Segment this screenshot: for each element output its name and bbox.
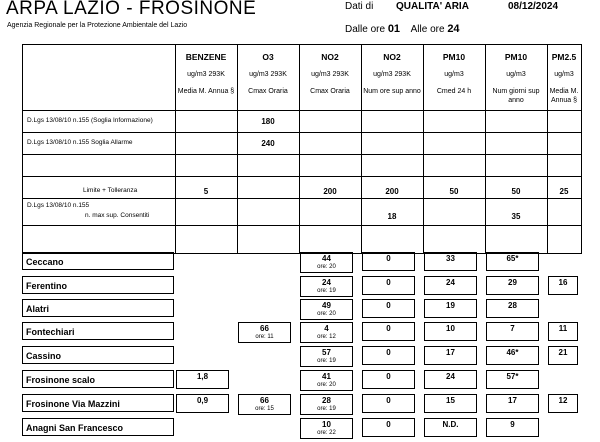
station-value: 0	[386, 301, 391, 310]
station-hour: ore: 20	[317, 264, 336, 270]
station-value: 66	[260, 396, 269, 405]
station-cell-no2-count	[362, 276, 415, 295]
time-range	[345, 23, 460, 35]
station-value: 0,9	[196, 396, 209, 405]
station-cell-pm10-avg	[424, 370, 477, 389]
station-value: N.D.	[442, 420, 459, 429]
station-value: 0	[386, 372, 391, 381]
station-cell-pm10-avg	[424, 394, 477, 413]
station-value: 0	[386, 324, 391, 333]
station-cell-pm10-days	[486, 252, 539, 271]
station-hour: ore: 22	[317, 430, 336, 436]
station-cell-no2-max	[300, 322, 353, 343]
station-name: Ferentino	[22, 276, 174, 294]
station-name: Anagni San Francesco	[22, 418, 174, 436]
nmax-pm10: 35	[511, 212, 521, 221]
station-name: Frosinone scalo	[22, 370, 174, 388]
station-value: 10	[446, 324, 455, 333]
station-value: 33	[446, 254, 455, 263]
station-hour: ore: 19	[317, 358, 336, 364]
limite-benzene: 5	[203, 187, 209, 196]
station-value: 24	[322, 278, 331, 287]
station-value: 1,8	[196, 372, 209, 381]
station-cell-pm10-avg	[424, 418, 477, 437]
station-value: 7	[510, 324, 515, 333]
col-measure: Media M. Annua §	[549, 88, 579, 104]
station-cell-pm10-avg	[424, 276, 477, 295]
station-value: 0	[386, 254, 391, 263]
soglia-allarme-label: D.Lgs 13/08/10 n.155 Soglia Allarme	[27, 139, 133, 146]
col-header-o3	[237, 53, 299, 96]
col-pollutant: PM10	[504, 52, 528, 62]
station-cell-benzene	[176, 394, 229, 413]
col-pollutant: NO2	[383, 52, 401, 62]
dalle-value: 01	[387, 23, 401, 35]
col-header-pm10-avg	[423, 53, 485, 96]
col-measure: Num ore sup anno	[363, 88, 421, 95]
limite-pm10-avg: 50	[449, 187, 459, 196]
station-value: 0	[386, 396, 391, 405]
agency-subtitle: Agenzia Regionale per la Protezione Ambientale del Lazio	[7, 22, 188, 29]
station-value: 17	[446, 348, 455, 357]
col-pollutant: PM2.5	[551, 52, 577, 62]
station-value: 15	[446, 396, 455, 405]
limite-pm25: 25	[559, 187, 569, 196]
soglia-info-o3: 180	[261, 117, 275, 126]
col-header-no2-max	[299, 53, 361, 96]
station-value: 46*	[506, 348, 519, 357]
station-cell-benzene	[176, 370, 229, 389]
station-value: 0	[386, 420, 391, 429]
station-cell-o3	[238, 322, 291, 343]
page-title: ARPA LAZIO - FROSINONE	[6, 0, 257, 19]
station-cell-pm10-avg	[424, 346, 477, 365]
station-cell-pm10-days	[486, 299, 539, 318]
station-value: 49	[322, 301, 331, 310]
station-cell-pm10-days	[486, 394, 539, 413]
dlgs-label: D.Lgs 13/08/10 n.155	[27, 202, 90, 209]
station-name: Alatri	[22, 299, 174, 317]
station-hour: ore: 15	[255, 406, 274, 412]
station-value: 11	[558, 324, 568, 333]
col-unit: ug/m3	[506, 71, 526, 78]
station-value: 41	[322, 372, 331, 381]
col-unit: ug/m3	[554, 71, 574, 78]
station-name: Ceccano	[22, 252, 174, 270]
dalle-label: Dalle ore	[345, 24, 386, 35]
col-measure: Media M. Annua §	[177, 88, 235, 95]
station-cell-pm10-avg	[424, 322, 477, 341]
col-measure: Cmax Oraria	[248, 88, 288, 95]
station-value: 21	[558, 348, 568, 357]
station-cell-no2-max	[300, 276, 353, 297]
station-value: 9	[510, 420, 515, 429]
station-cell-no2-max	[300, 346, 353, 367]
dati-value: QUALITA' ARIA	[396, 1, 469, 12]
station-cell-pm10-avg	[424, 299, 477, 318]
station-hour: ore: 20	[317, 311, 336, 317]
station-value: 65*	[506, 254, 519, 263]
soglia-info-label: D.Lgs 13/08/10 n.155 (Soglia Informazione)	[27, 117, 153, 124]
limite-pm10-days: 50	[511, 187, 521, 196]
station-cell-no2-max	[300, 370, 353, 391]
col-unit: ug/m3 293K	[311, 71, 349, 78]
station-hour: ore: 12	[317, 334, 336, 340]
station-value: 57*	[506, 372, 519, 381]
station-cell-no2-count	[362, 252, 415, 271]
station-cell-pm10-days	[486, 276, 539, 295]
station-cell-pm10-days	[486, 322, 539, 341]
limits-table	[22, 44, 582, 254]
station-name: Fontechiari	[22, 322, 174, 340]
col-header-no2-count	[361, 53, 423, 96]
station-value: 24	[446, 372, 455, 381]
station-cell-no2-max	[300, 252, 353, 273]
station-cell-no2-count	[362, 346, 415, 365]
station-cell-no2-max	[300, 299, 353, 320]
station-cell-no2-count	[362, 322, 415, 341]
limite-no2-count: 200	[385, 187, 399, 196]
col-unit: ug/m3 293K	[249, 71, 287, 78]
station-cell-no2-count	[362, 418, 415, 437]
station-cell-pm25	[548, 346, 578, 365]
station-cell-no2-count	[362, 370, 415, 389]
station-cell-pm25	[548, 394, 578, 413]
station-cell-pm10-days	[486, 418, 539, 437]
col-measure: Cmed 24 h	[436, 88, 472, 95]
station-cell-no2-count	[362, 394, 415, 413]
station-name: Cassino	[22, 346, 174, 364]
station-value: 57	[322, 348, 331, 357]
col-pollutant: BENZENE	[185, 52, 227, 62]
col-measure: Num giorni sup anno	[492, 88, 540, 104]
station-value: 0	[386, 348, 391, 357]
limite-label: Limite + Tolleranza	[83, 187, 138, 194]
station-value: 28	[322, 396, 331, 405]
col-pollutant: PM10	[442, 52, 466, 62]
station-value: 19	[446, 301, 455, 310]
nmax-label: n. max sup. Consentiti	[85, 212, 150, 219]
station-hour: ore: 19	[317, 406, 336, 412]
col-header-pm10-days	[485, 53, 547, 105]
station-value: 17	[508, 396, 517, 405]
station-value: 12	[558, 396, 568, 405]
station-hour: ore: 19	[317, 288, 336, 294]
station-value: 16	[558, 278, 568, 287]
station-value: 4	[324, 324, 329, 333]
station-value: 24	[446, 278, 455, 287]
col-header-pm25	[547, 53, 581, 105]
station-value: 44	[322, 254, 331, 263]
limite-no2-max: 200	[323, 187, 337, 196]
col-measure: Cmax Oraria	[310, 88, 350, 95]
station-cell-pm25	[548, 276, 578, 295]
col-pollutant: O3	[262, 52, 274, 62]
station-cell-pm10-days	[486, 346, 539, 365]
station-value: 0	[386, 278, 391, 287]
col-pollutant: NO2	[321, 52, 339, 62]
dati-label: Dati di	[345, 1, 374, 12]
station-value: 66	[260, 324, 269, 333]
station-hour: ore: 11	[255, 334, 274, 340]
col-unit: ug/m3 293K	[373, 71, 411, 78]
station-value: 10	[322, 420, 331, 429]
station-cell-o3	[238, 394, 291, 415]
soglia-allarme-o3: 240	[261, 139, 275, 148]
station-cell-pm10-days	[486, 370, 539, 389]
col-header-benzene	[175, 53, 237, 96]
alle-value: 24	[447, 23, 460, 35]
station-cell-pm25	[548, 322, 578, 341]
report-date: 08/12/2024	[508, 1, 559, 12]
station-name: Frosinone Via Mazzini	[22, 394, 174, 412]
col-unit: ug/m3	[444, 71, 464, 78]
station-cell-pm10-avg	[424, 252, 477, 271]
station-cell-no2-count	[362, 299, 415, 318]
station-cell-no2-max	[300, 418, 353, 439]
col-unit: ug/m3 293K	[187, 71, 225, 78]
alle-label: Alle ore	[410, 24, 445, 35]
station-value: 28	[508, 301, 517, 310]
station-cell-no2-max	[300, 394, 353, 415]
station-hour: ore: 20	[317, 382, 336, 388]
nmax-no2: 18	[387, 212, 397, 221]
station-value: 29	[508, 278, 517, 287]
